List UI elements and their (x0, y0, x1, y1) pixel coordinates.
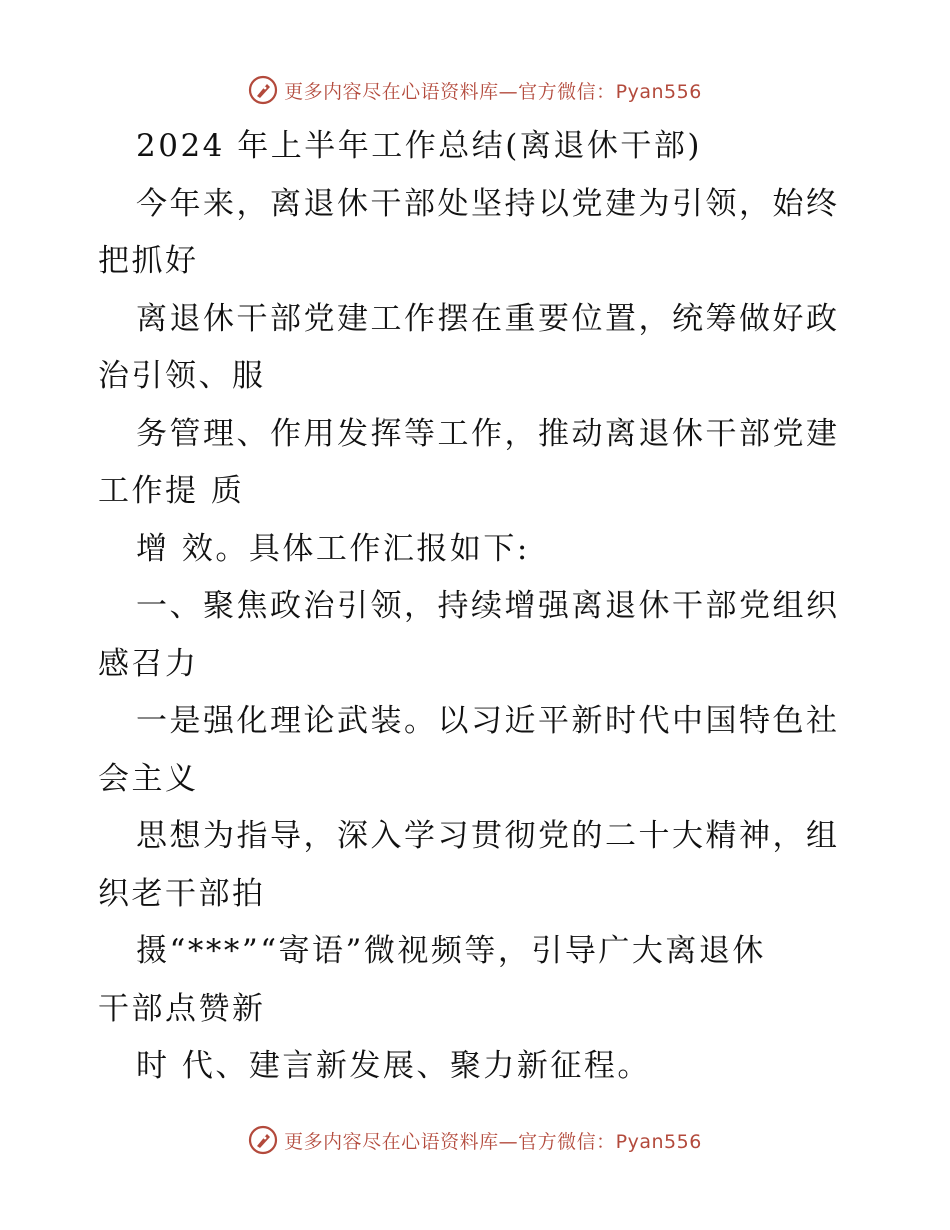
document-body (98, 118, 858, 1096)
text-line: 治引领、服 (98, 358, 266, 394)
text-line: 增 效。具体工作汇报如下: (136, 530, 530, 567)
text-line: 摄“***”“寄语”微视频等，引导广大离退休 (136, 933, 766, 969)
text-line: 离退休干部党建工作摆在重要位置，统筹做好政 (136, 300, 840, 337)
pen-nib-circle-icon (248, 75, 278, 105)
text-line: 干部点赞新 (98, 990, 266, 1027)
text-line: 思想为指导，深入学习贯彻党的二十大精神，组 (136, 818, 840, 854)
text-line: 一、聚焦政治引领，持续增强离退休干部党组织 (136, 588, 840, 624)
text-line: 感召力 (98, 645, 199, 682)
text-line: 时 代、建言新发展、聚力新征程。 (136, 1048, 651, 1084)
watermark-text: 更多内容尽在心语资料库—官方微信：Pyan556 (284, 1130, 702, 1153)
footer-watermark (0, 1120, 950, 1160)
text-line: 一是强化理论武装。以习近平新时代中国特色社 (136, 703, 840, 739)
pen-nib-circle-icon (248, 1125, 278, 1155)
watermark-text: 更多内容尽在心语资料库—官方微信：Pyan556 (284, 80, 702, 103)
header-watermark (0, 70, 950, 110)
text-line: 今年来，离退休干部处坚持以党建为引领，始终 (136, 185, 840, 222)
text-line: 会主义 (98, 760, 199, 797)
text-line: 工作提 质 (98, 473, 245, 509)
text-line: 织老干部拍 (98, 875, 266, 912)
text-line: 2024 年上半年工作总结(离退休干部) (136, 128, 702, 164)
text-line: 务管理、作用发挥等工作，推动离退休干部党建 (136, 415, 840, 452)
text-line: 把抓好 (98, 243, 199, 279)
